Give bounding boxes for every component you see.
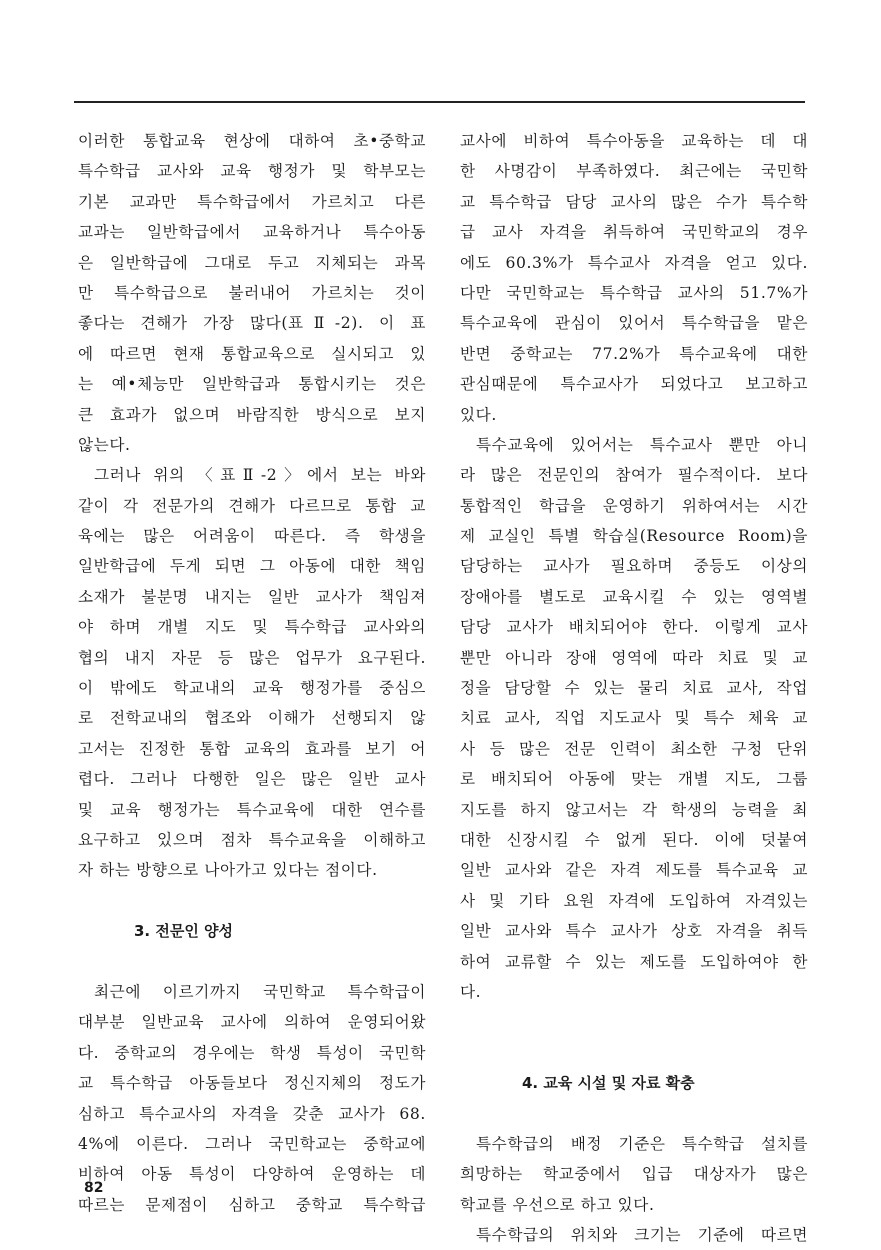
text-line: 담당하는 교사가 필요하며 중등도 이상의: [460, 557, 808, 576]
text-line: 사 등 많은 전문 인력이 최소한 구청 단위: [460, 739, 808, 758]
text-line: 이러한 통합교육 현상에 대하여 초•중학교: [78, 132, 426, 150]
text-line: 따르는 문제점이 심하고 중학교 특수학급: [78, 1195, 426, 1214]
text-line: 대한 신장시킬 수 없게 된다. 이에 덧붙여: [460, 830, 808, 849]
text-line: 학교를 우선으로 하고 있다.: [460, 1195, 655, 1214]
text-line: 은 일반학급에 그대로 두고 지체되는 과목: [78, 253, 426, 272]
text-line: 다만 국민학교는 특수학급 교사의 51.7%가: [460, 283, 808, 302]
text-line: 사 및 기타 요원 자격에 도입하여 자격있는: [460, 891, 808, 910]
page-number: 82: [84, 1180, 104, 1196]
text-line: 제 교실인 특별 학습실(Resource Room)을: [460, 527, 808, 546]
text-line: 반면 중학교는 77.2%가 특수교육에 대한: [460, 344, 808, 363]
text-line: 급 교사 자격을 취득하여 국민학교의 경우: [460, 223, 808, 242]
spacer: [460, 1007, 808, 1037]
text-line: 자 하는 방향으로 나아가고 있다는 점이다.: [78, 861, 378, 880]
text-line: 이 밖에도 학교내의 교육 행정가를 중심으: [78, 679, 426, 698]
text-line: 교과는 일반학급에서 교육하거나 특수아동: [78, 223, 426, 242]
text-line: 에 따르면 현재 통합교육으로 실시되고 있: [78, 344, 426, 363]
text-line: 최근에 이르기까지 국민학교 특수학급이: [94, 982, 426, 1001]
spacer: [78, 886, 426, 916]
text-line: 특수학급의 위치와 크기는 기준에 따르면: [476, 1226, 808, 1245]
text-line: 4%에 이른다. 그러나 국민학교는 중학교에: [78, 1134, 426, 1153]
section-heading-3: 3. 전문인 양성: [134, 922, 234, 941]
text-line: 기본 교과만 특수학급에서 가르치고 다른: [78, 192, 426, 211]
text-line: 대부분 일반교육 교사에 의하여 운영되어왔: [78, 1013, 426, 1032]
right-paragraphs-2: [460, 1129, 808, 1250]
header-rule: [74, 101, 805, 103]
text-line: 특수교육에 있어서는 특수교사 뿐만 아니: [476, 435, 808, 454]
left-paragraphs-2: [78, 977, 426, 1220]
text-line: 다. 중학교의 경우에는 학생 특성이 국민학: [78, 1043, 426, 1062]
text-line: 일반 교사와 특수 교사가 상호 자격을 취득: [460, 922, 808, 941]
text-line: 희망하는 학교중에서 입급 대상자가 많은: [460, 1165, 808, 1184]
text-line: 특수학급 교사와 교육 행정가 및 학부모는: [78, 162, 426, 181]
text-line: 협의 내지 자문 등 많은 업무가 요구된다.: [78, 648, 426, 667]
text-line: 렵다. 그러나 다행한 일은 많은 일반 교사: [78, 770, 426, 789]
text-line: 장애아를 별도로 교육시킬 수 있는 영역별: [460, 587, 808, 606]
text-line: 는 예•체능만 일반학급과 통합시키는 것은: [78, 375, 426, 394]
text-line: 로 배치되어 아동에 맞는 개별 지도, 그룹: [460, 770, 808, 789]
text-line: 만 특수학급으로 불러내어 가르치는 것이: [78, 283, 426, 302]
text-line: 심하고 특수교사의 자격을 갖춘 교사가 68.: [78, 1104, 426, 1123]
text-line: 교 특수학급 담당 교사의 많은 수가 특수학: [460, 192, 808, 211]
text-line: 요구하고 있으며 점차 특수교육을 이해하고: [78, 830, 426, 849]
right-paragraphs: [460, 126, 808, 1007]
text-line: 하여 교류할 수 있는 제도를 도입하여야 한: [460, 952, 808, 971]
text-line: 같이 각 전문가의 견해가 다르므로 통합 교: [78, 496, 426, 515]
left-paragraphs: [78, 126, 426, 886]
text-line: 교 특수학급 아동들보다 정신지체의 정도가: [78, 1074, 426, 1093]
text-line: 라 많은 전문인의 참여가 필수적이다. 보다: [460, 466, 808, 485]
text-line: 통합적인 학급을 운영하기 위하여서는 시간: [460, 496, 808, 515]
text-line: 정을 담당할 수 있는 물리 치료 교사, 작업: [460, 679, 808, 698]
text-line: 에도 60.3%가 특수교사 자격을 얻고 있다.: [460, 253, 808, 272]
text-line: 교사에 비하여 특수아동을 교육하는 데 대: [460, 132, 808, 150]
text-line: 좋다는 견해가 가장 많다(표Ⅱ-2). 이 표: [78, 314, 426, 333]
left-column: [78, 126, 426, 1220]
text-line: 고서는 진정한 통합 교육의 효과를 보기 어: [78, 739, 426, 758]
text-line: 소재가 불분명 내지는 일반 교사가 책임져: [78, 587, 426, 606]
text-line: 뿐만 아니라 장애 영역에 따라 치료 및 교: [460, 648, 808, 667]
text-line: 일반학급에 두게 되면 그 아동에 대한 책임: [78, 557, 426, 576]
text-line: 야 하며 개별 지도 및 특수학급 교사와의: [78, 618, 426, 637]
spacer: [460, 1099, 808, 1129]
text-line: 일반 교사와 같은 자격 제도를 특수교육 교: [460, 861, 808, 880]
right-column: [460, 126, 808, 1250]
text-line: 및 교육 행정가는 특수교육에 대한 연수를: [78, 800, 426, 819]
text-line: 그러나 위의 〈표Ⅱ-2〉에서 보는 바와: [94, 466, 426, 485]
text-line: 육에는 많은 어려움이 따른다. 즉 학생을: [78, 527, 426, 546]
section-heading-4: 4. 교육 시설 및 자료 확충: [522, 1074, 695, 1093]
text-line: 담당 교사가 배치되어야 한다. 이렇게 교사: [460, 618, 808, 637]
text-line: 한 사명감이 부족하였다. 최근에는 국민학: [460, 162, 808, 181]
text-line: 있다.: [460, 405, 497, 424]
text-line: 지도를 하지 않고서는 각 학생의 능력을 최: [460, 800, 808, 819]
text-line: 관심때문에 특수교사가 되었다고 보고하고: [460, 375, 808, 394]
text-line: 특수학급의 배정 기준은 특수학급 설치를: [476, 1134, 808, 1153]
spacer: [460, 1038, 808, 1068]
text-line: 특수교육에 관심이 있어서 특수학급을 맡은: [460, 314, 808, 333]
spacer: [78, 947, 426, 977]
text-line: 치료 교사, 직업 지도교사 및 특수 체육 교: [460, 709, 808, 728]
text-line: 큰 효과가 없으며 바람직한 방식으로 보지: [78, 405, 426, 424]
text-line: 다.: [460, 982, 482, 1001]
text-line: 않는다.: [78, 435, 131, 454]
text-line: 로 전학교내의 협조와 이해가 선행되지 않: [78, 709, 426, 728]
text-line: 비하여 아동 특성이 다양하여 운영하는 데: [78, 1165, 426, 1184]
